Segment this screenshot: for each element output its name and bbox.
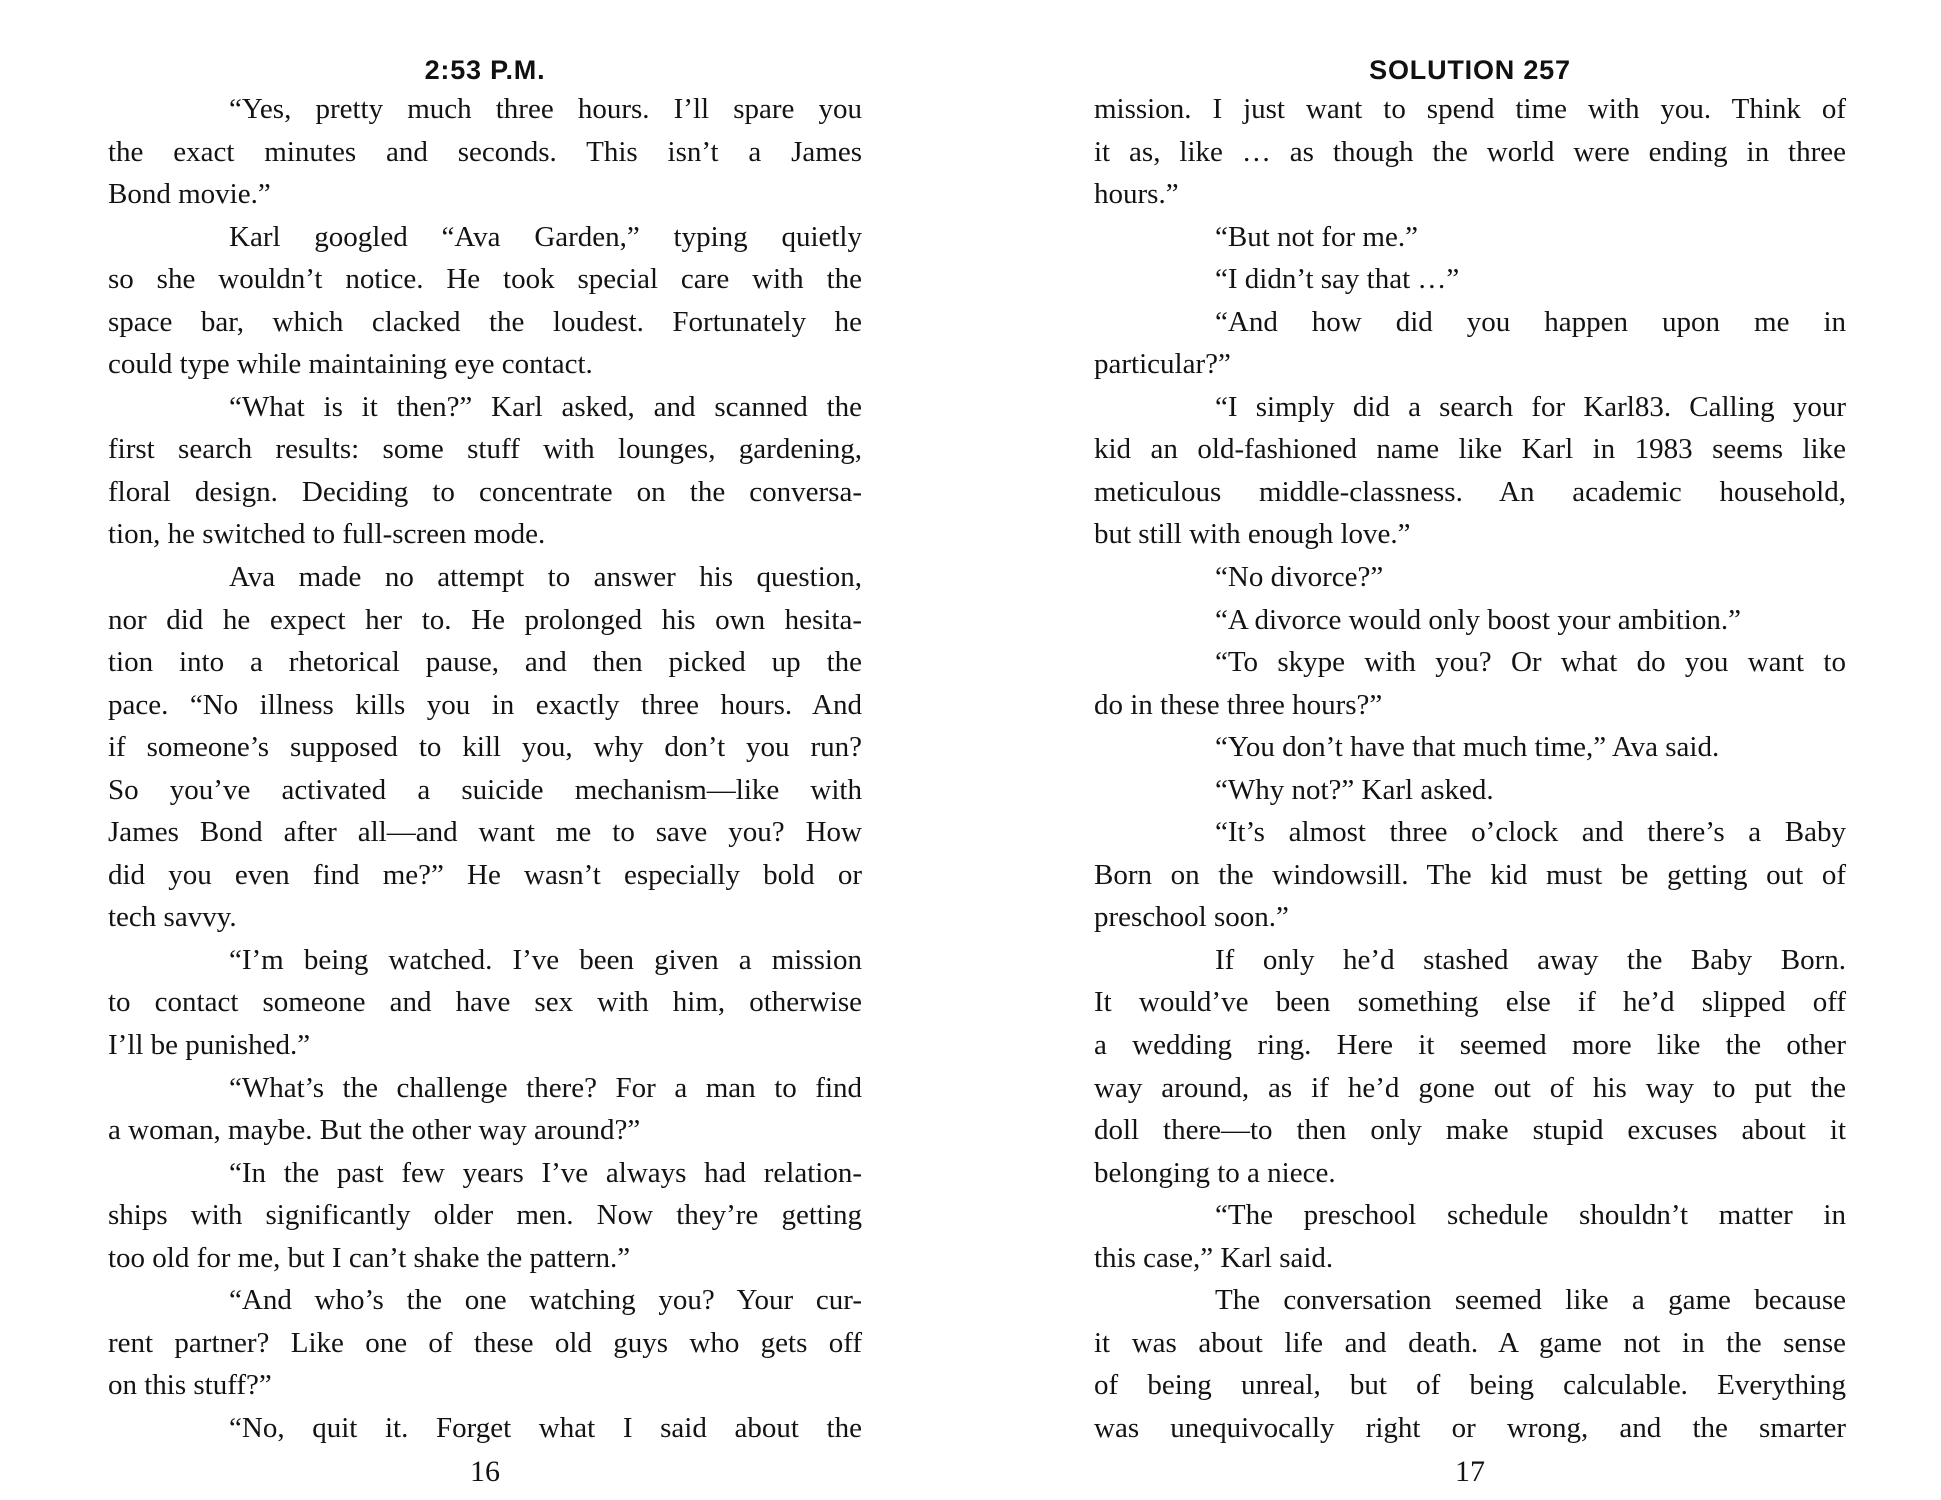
text-line: Ava made no attempt to answer his question, <box>229 561 862 594</box>
running-head-right: SOLUTION 257 <box>1369 55 1571 85</box>
text-line: the exact minutes and seconds. This isn’t a James <box>108 135 862 168</box>
text-line: “In the past few years I’ve always had relation- <box>229 1156 862 1189</box>
text-line: “What is it then?” Karl asked, and scanned the <box>229 390 862 423</box>
paragraph <box>108 216 862 386</box>
text-line: doll there—to then only make stupid excuses about it <box>1094 1114 1846 1147</box>
text-line: if someone’s supposed to kill you, why don’t you run? <box>108 731 862 764</box>
text-line: floral design. Deciding to concentrate on the conversa- <box>108 475 862 508</box>
text-line: to contact someone and have sex with him, otherwise <box>108 986 862 1019</box>
text-line: do in these three hours?” <box>1094 688 1383 721</box>
text-line: “And how did you happen upon me in <box>1215 305 1846 338</box>
text-line: “What’s the challenge there? For a man to find <box>229 1071 862 1104</box>
text-line: “But not for me.” <box>1215 220 1418 253</box>
text-line: “The preschool schedule shouldn’t matter in <box>1215 1199 1846 1232</box>
paragraph <box>108 1279 862 1407</box>
text-line: it as, like … as though the world were ending in three <box>1094 135 1846 168</box>
body-text-right <box>1094 88 1846 1450</box>
paragraph <box>1094 1279 1846 1449</box>
text-line: “A divorce would only boost your ambition.” <box>1215 603 1741 636</box>
text-line: nor did he expect her to. He prolonged his own hesita- <box>108 603 862 636</box>
paragraph <box>1094 726 1846 769</box>
text-line: way around, as if he’d gone out of his way to put the <box>1094 1071 1846 1104</box>
text-line: tion, he switched to full-screen mode. <box>108 518 546 551</box>
text-line: mission. I just want to spend time with you. Think of <box>1094 93 1846 125</box>
text-line: preschool soon.” <box>1094 901 1289 934</box>
text-line: The conversation seemed like a game because <box>1215 1284 1846 1317</box>
paragraph <box>1094 811 1846 939</box>
text-line: If only he’d stashed away the Baby Born. <box>1215 943 1846 976</box>
paragraph <box>1094 258 1846 301</box>
paragraph <box>1094 216 1846 259</box>
left-page <box>108 0 862 1500</box>
text-line: a woman, maybe. But the other way around?” <box>108 1114 641 1147</box>
text-line: kid an old-fashioned name like Karl in 1983 seems like <box>1094 433 1846 466</box>
text-line: of being unreal, but of being calculable. Everything <box>1094 1369 1846 1402</box>
text-line: “No divorce?” <box>1215 561 1384 594</box>
text-line: too old for me, but I can’t shake the pattern.” <box>108 1241 631 1274</box>
text-line: Karl googled “Ava Garden,” typing quietly <box>229 220 862 253</box>
paragraph <box>108 1407 862 1450</box>
paragraph <box>1094 599 1846 642</box>
text-line: belonging to a niece. <box>1094 1156 1336 1189</box>
text-line: so she wouldn’t notice. He took special care with the <box>108 263 862 296</box>
running-head-left: 2:53 P.M. <box>424 55 546 85</box>
text-line: “To skype with you? Or what do you want to <box>1215 646 1846 679</box>
text-line: So you’ve activated a suicide mechanism—like with <box>108 773 862 806</box>
text-line: ships with significantly older men. Now they’re getting <box>108 1199 862 1232</box>
paragraph <box>1094 769 1846 812</box>
paragraph <box>108 1152 862 1280</box>
text-line: but still with enough love.” <box>1094 518 1411 551</box>
text-line: “I didn’t say that …” <box>1215 263 1460 296</box>
text-line: particular?” <box>1094 348 1231 381</box>
paragraph <box>108 88 862 216</box>
paragraph <box>108 1067 862 1152</box>
text-line: tion into a rhetorical pause, and then picked up the <box>108 646 862 679</box>
text-line: “And who’s the one watching you? Your cur- <box>229 1284 862 1317</box>
text-line: a wedding ring. Here it seemed more like the other <box>1094 1029 1846 1062</box>
text-line: could type while maintaining eye contact. <box>108 348 593 381</box>
text-line: did you even find me?” He wasn’t especially bold or <box>108 858 862 891</box>
text-line: tech savvy. <box>108 901 237 934</box>
text-line: on this stuff?” <box>108 1369 272 1402</box>
text-line: James Bond after all—and want me to save you? How <box>108 816 862 849</box>
text-line: Born on the windowsill. The kid must be getting out of <box>1094 858 1846 891</box>
paragraph <box>108 386 862 556</box>
text-line: “I’m being watched. I’ve been given a mission <box>229 943 862 976</box>
text-line: I’ll be punished.” <box>108 1029 311 1062</box>
paragraph <box>108 939 862 1067</box>
text-line: “Yes, pretty much three hours. I’ll spare you <box>229 93 862 125</box>
paragraph <box>1094 88 1846 216</box>
text-line: “Why not?” Karl asked. <box>1215 773 1494 806</box>
text-line: space bar, which clacked the loudest. Fortunately he <box>108 305 862 338</box>
paragraph <box>1094 939 1846 1194</box>
text-line: It would’ve been something else if he’d slipped off <box>1094 986 1846 1019</box>
paragraph <box>1094 301 1846 386</box>
text-line: “I simply did a search for Karl83. Calling your <box>1215 390 1846 423</box>
text-line: Bond movie.” <box>108 178 271 211</box>
right-page <box>1094 0 1846 1500</box>
text-line: meticulous middle-classness. An academic household, <box>1094 475 1846 508</box>
paragraph <box>1094 556 1846 599</box>
text-line: was unequivocally right or wrong, and the smarter <box>1094 1411 1846 1444</box>
text-line: pace. “No illness kills you in exactly three hours. And <box>108 688 862 721</box>
paragraph <box>1094 1194 1846 1279</box>
text-line: hours.” <box>1094 178 1179 211</box>
paragraph <box>1094 386 1846 556</box>
page-number-right: 17 <box>1455 1455 1485 1488</box>
text-line: this case,” Karl said. <box>1094 1241 1334 1274</box>
paragraph <box>1094 641 1846 726</box>
text-line: it was about life and death. A game not in the sense <box>1094 1326 1846 1359</box>
page-number-left: 16 <box>470 1455 500 1488</box>
body-text-left <box>108 88 862 1450</box>
text-line: first search results: some stuff with lounges, gardening, <box>108 433 862 466</box>
text-line: rent partner? Like one of these old guys who gets off <box>108 1326 862 1359</box>
text-line: “You don’t have that much time,” Ava said. <box>1215 731 1720 764</box>
text-line: “No, quit it. Forget what I said about the <box>229 1411 862 1444</box>
paragraph <box>108 556 862 939</box>
text-line: “It’s almost three o’clock and there’s a Baby <box>1215 816 1846 849</box>
